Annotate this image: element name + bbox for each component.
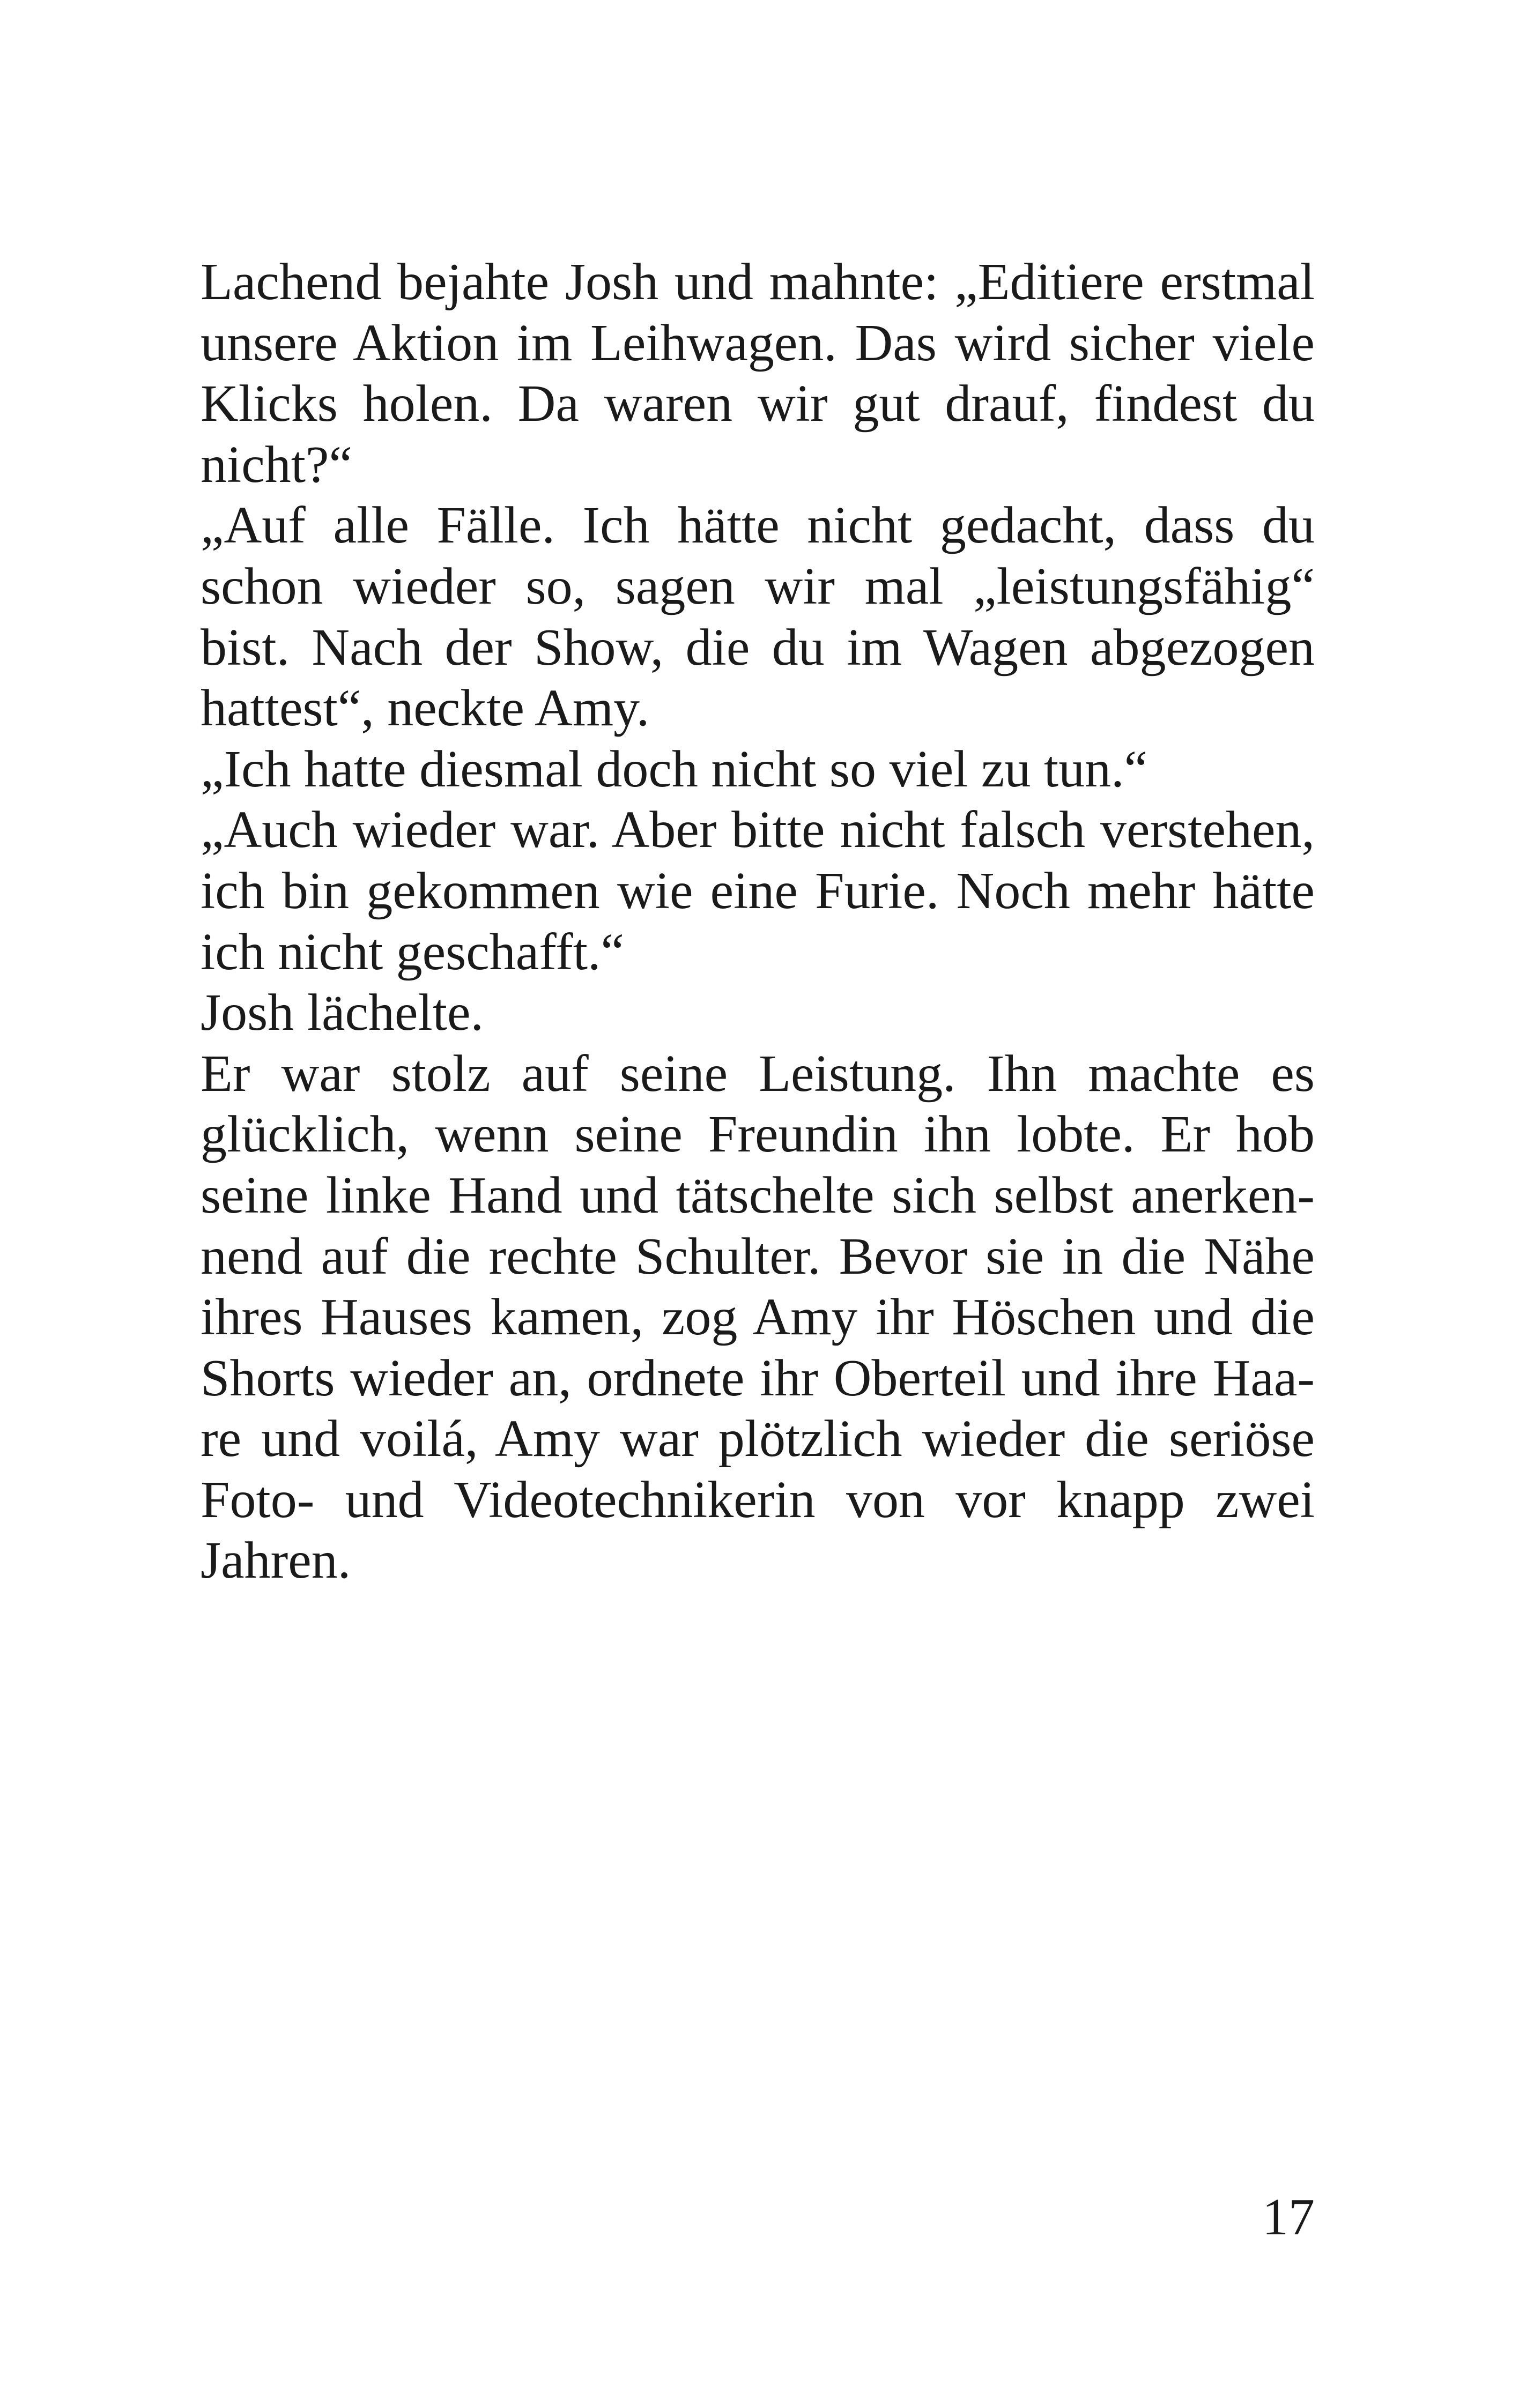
text-line: schon wieder so, sagen wir mal „leistungsfähig“ (201, 557, 1315, 615)
text-line: Foto- und Videotechnikerin von vor knapp zwei (201, 1470, 1315, 1529)
text-line: bist. Nach der Show, die du im Wagen abgezogen (201, 618, 1315, 677)
text-line: nend auf die rechte Schulter. Bevor sie in die Nähe (201, 1227, 1315, 1285)
text-line: ich nicht geschafft.“ (201, 923, 625, 981)
text-line: Lachend bejahte Josh und mahnte: „Editiere erstmal (201, 253, 1315, 311)
paragraph (201, 252, 1315, 495)
text-line: „Auch wieder war. Aber bitte nicht falsch verstehen, (201, 801, 1315, 859)
text-line: re und voilá, Amy war plötzlich wieder die seriöse (201, 1410, 1315, 1468)
text-line: unsere Aktion im Leihwagen. Das wird sicher viele (201, 314, 1315, 372)
text-line: Josh lächelte. (201, 984, 484, 1042)
text-line: ich bin gekommen wie eine Furie. Noch mehr hätte (201, 861, 1315, 920)
paragraph (201, 739, 1315, 800)
text-line: „Auf alle Fälle. Ich hätte nicht gedacht, dass du (201, 496, 1315, 555)
text-line: hattest“, neckte Amy. (201, 679, 650, 738)
body-text (201, 252, 1315, 1592)
page-number: 17 (1262, 2188, 1315, 2246)
text-line: Klicks holen. Da waren wir gut drauf, findest du (201, 375, 1315, 433)
text-line: Er war stolz auf seine Leistung. Ihn machte es (201, 1044, 1315, 1103)
text-line: nicht?“ (201, 435, 352, 494)
paragraph (201, 800, 1315, 983)
paragraph (201, 1044, 1315, 1592)
text-line: seine linke Hand und tätschelte sich selbst anerken- (201, 1166, 1315, 1224)
text-line: Jahren. (201, 1532, 351, 1590)
paragraph (201, 495, 1315, 739)
text-line: ihres Hauses kamen, zog Amy ihr Höschen und die (201, 1288, 1315, 1347)
text-line: Shorts wieder an, ordnete ihr Oberteil und ihre Haa- (201, 1349, 1315, 1407)
paragraph (201, 983, 1315, 1044)
text-line: glücklich, wenn seine Freundin ihn lobte. Er hob (201, 1105, 1315, 1164)
text-line: „Ich hatte diesmal doch nicht so viel zu tun.“ (201, 740, 1148, 798)
